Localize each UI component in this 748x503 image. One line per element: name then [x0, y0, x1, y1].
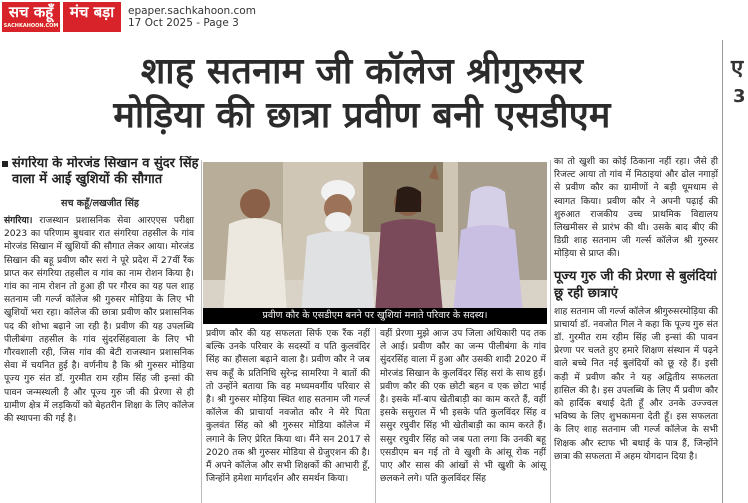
column-divider: [201, 160, 202, 503]
manch-bada-logo[interactable]: [63, 2, 121, 32]
left-body-text: राजस्थान प्रशासनिक सेवा आरएएस परीक्षा 2023 का परिणाम बुधवार रात संगरिया तहसील के गांव मोरजंड सिखान में खुशियों की सौगात लेकर आया। मोरजंड सिखान की बहू प्रवीण कौर सरां ने पूरे प्रदेश में 27वीं रैंक प्राप्त कर संगरिया तहसील व गांव का नाम रोशन किया है। गांव का नाम रोशन तो हुआ ही पर गौरव का यह पल शाह सतनाम जी गर्ल्ज कॉलेज श्री गुरुसर मोड़िया के लिए भी खुशियों भरा रहा। कॉलेज की छात्रा प्रवीण कौर प्रशासनिक पद की शोभा बढ़ाने जा रही है। प्रवीण की यह उपलब्धि पीलीबंगा तहसील के गांव सुंदरसिंहवाला के लिए भी गौरवशाली रही, जिस गांव की बेटी राजस्थान प्रशासनिक सेवा में चयनित हुई है। वर्णनीय है कि श्री गुरुसर मोड़िया पूज्य गुरु संत डॉ. गुरमीत राम रहीम सिंह जी इन्सां की पावन जन्मस्थली है और पूज्य गुरु जी की प्रेरणा से ही ग्रामीण क्षेत्र में लड़कियों को बेहतरीन शिक्षा के लिए कॉलेज की स्थापना की गई है।: [4, 216, 194, 425]
family-photo-illustration: [203, 162, 547, 314]
photo-caption: प्रवीण कौर के एसडीएम बनने पर खुशियां मनाते परिवार के सदस्य।: [203, 308, 547, 324]
adjacent-headline-fragment: ए: [731, 56, 744, 81]
column-divider: [550, 160, 551, 503]
column-divider: [375, 328, 376, 503]
column-3-text: वहीं प्रेरणा मुझे आज उप जिला अधिकारी पद तक ले आई। प्रवीण कौर का जन्म पीलीबंगा के गांव सुंदरसिंह वाला में हुआ और उसकी शादी 2020 में मोरजंड सिखान के कुलविंदर सिंह सरां के साथ हुई। प्रवीण कौर की एक छोटी बहन व एक छोटा भाई है। इसके माँ-बाप खेतीबाड़ी का काम करते हैं, वहीं इसके ससुराल में भी इसके पति कुलविंदर सिंह व ससुर रघुवीर सिंह भी खेतीबाड़ी का काम करते हैं। ससुर रघुवीर सिंह को जब पता लगा कि उनकी बहू एसडीएम बन गई तो वे खुशी के आंसू रोक नहीं पाए और सास की आंखों से भी खुशी के आंसू छलकने लगे। पति कुलविंदर सिंह: [380, 329, 546, 485]
byline: सच कहूँ/लखजीत सिंह: [61, 198, 139, 209]
body-column-3: [378, 328, 548, 503]
left-body: [0, 215, 200, 426]
left-column: [0, 156, 200, 503]
column-4-text-bottom: शाह सतनाम जी गर्ल्ज कॉलेज श्रीगुरुसरमोड़िया की प्राचार्या डॉ. नवजोत गिल ने कहा कि पूज्य गुरु संत डॉ. गुरमीत राम रहीम सिंह जी इन्सां की पावन प्रेरणा पर चलते हुए हमारे शिक्षण संस्थान में पढ़ने वाले बच्चे नित नई बुलंदियों को छू रहे हैं। इसी कड़ी में प्रवीण कौर ने यह अद्वितीय सफलता हासिल की है। इस उपलब्धि के लिए मैं प्रवीण कौर को हार्दिक बधाई देती हूँ और उनके उज्ज्वल भविष्य के लिए शुभकामना देती हूँ। इस सफलता के लिए शाह सतनाम जी गर्ल्ज कॉलेज के सभी शिक्षक और स्टाफ भी बधाई के पात्र हैं, जिन्होंने छात्रा की सफलता में अहम योगदान दिया है।: [554, 306, 718, 462]
sachkahoon-logo[interactable]: [2, 2, 60, 32]
article-headline: [6, 50, 718, 138]
dateline: संगरिया।: [4, 216, 33, 226]
logo-tagline: SACHKAHOON.COM: [3, 23, 59, 29]
headline-line-2: मोड़िया की छात्रा प्रवीण बनी एसडीएम: [113, 95, 611, 136]
epaper-header: [0, 0, 748, 34]
headline-line-1: शाह सतनाम जी कॉलेज श्रीगुरुसर: [140, 51, 584, 92]
site-url[interactable]: epaper.sachkahoon.com: [128, 5, 256, 17]
sub-headline: संगरिया के मोरजंड सिखान व सुंदर सिंह वाला में आई खुशियों की सौगात: [0, 156, 200, 188]
body-column-2: [204, 328, 372, 503]
column-4-subheading: पूज्य गुरु जी की प्रेरणा से बुलंदियां छू रही छात्राएं: [554, 268, 717, 301]
logo-title: सच कहूँ: [8, 3, 54, 21]
body-column-4: [552, 156, 720, 503]
column-4-text-top: का तो खुशी का कोई ठिकाना नहीं रहा। जैसे ही रिजल्ट आया तो गांव में मिठाइयां और ढोल नगाड़ों से प्रवीण कौर का ग्रामीणों ने बड़ी धूमधाम से स्वागत किया। प्रवीण कौर ने अपनी पढ़ाई की शुरुआत राजकीय उच्च प्राथमिक विद्यालय लिखमीसर से प्रारंभ की थी। उसके बाद बीए की डिग्री शाह सतनाम जी गर्ल्स कॉलेज श्री गुरुसर मोड़िया से प्राप्त की।: [554, 157, 718, 260]
logo2-title: मंच बड़ा: [69, 3, 115, 21]
epaper-meta: [128, 5, 256, 29]
column-2-text: प्रवीण कौर की यह सफलता सिर्फ एक रैंक नहीं बल्कि उनके परिवार के सदस्यों व पति कुलवंदिर सिंह का हौसला बढ़ाने वाला है। प्रवीण कौर ने जब सच कहूँ के प्रतिनिधि सुरेन्द्र सामरिया ने बातों की तो उन्होंने बताया कि वह मध्यमवर्गीय परिवार से है। श्री गुरुसर मोड़िया स्थित शाह सतनाम जी गर्ल्ज कॉलेज की प्राचार्या नवजोत कौर ने मेरे पिता कुलवंत सिंह को श्री गुरुसर मोडिया कॉलेज में लगाने के लिए प्रेरित किया था। मैंने सन 2017 से 2020 तक श्री गुरुसर मोडिया से ग्रेजुएशन की है। मैं अपने कॉलेज और सभी शिक्षकों की आभारी हूँ, जिन्होंने हमेशा मार्गदर्शन और समर्थन किया।: [206, 329, 370, 485]
news-photo[interactable]: [203, 162, 547, 314]
adjacent-article-edge: [722, 40, 748, 503]
adjacent-number-fragment: 3: [733, 86, 746, 107]
date-page: 17 Oct 2025 - Page 3: [128, 17, 239, 29]
